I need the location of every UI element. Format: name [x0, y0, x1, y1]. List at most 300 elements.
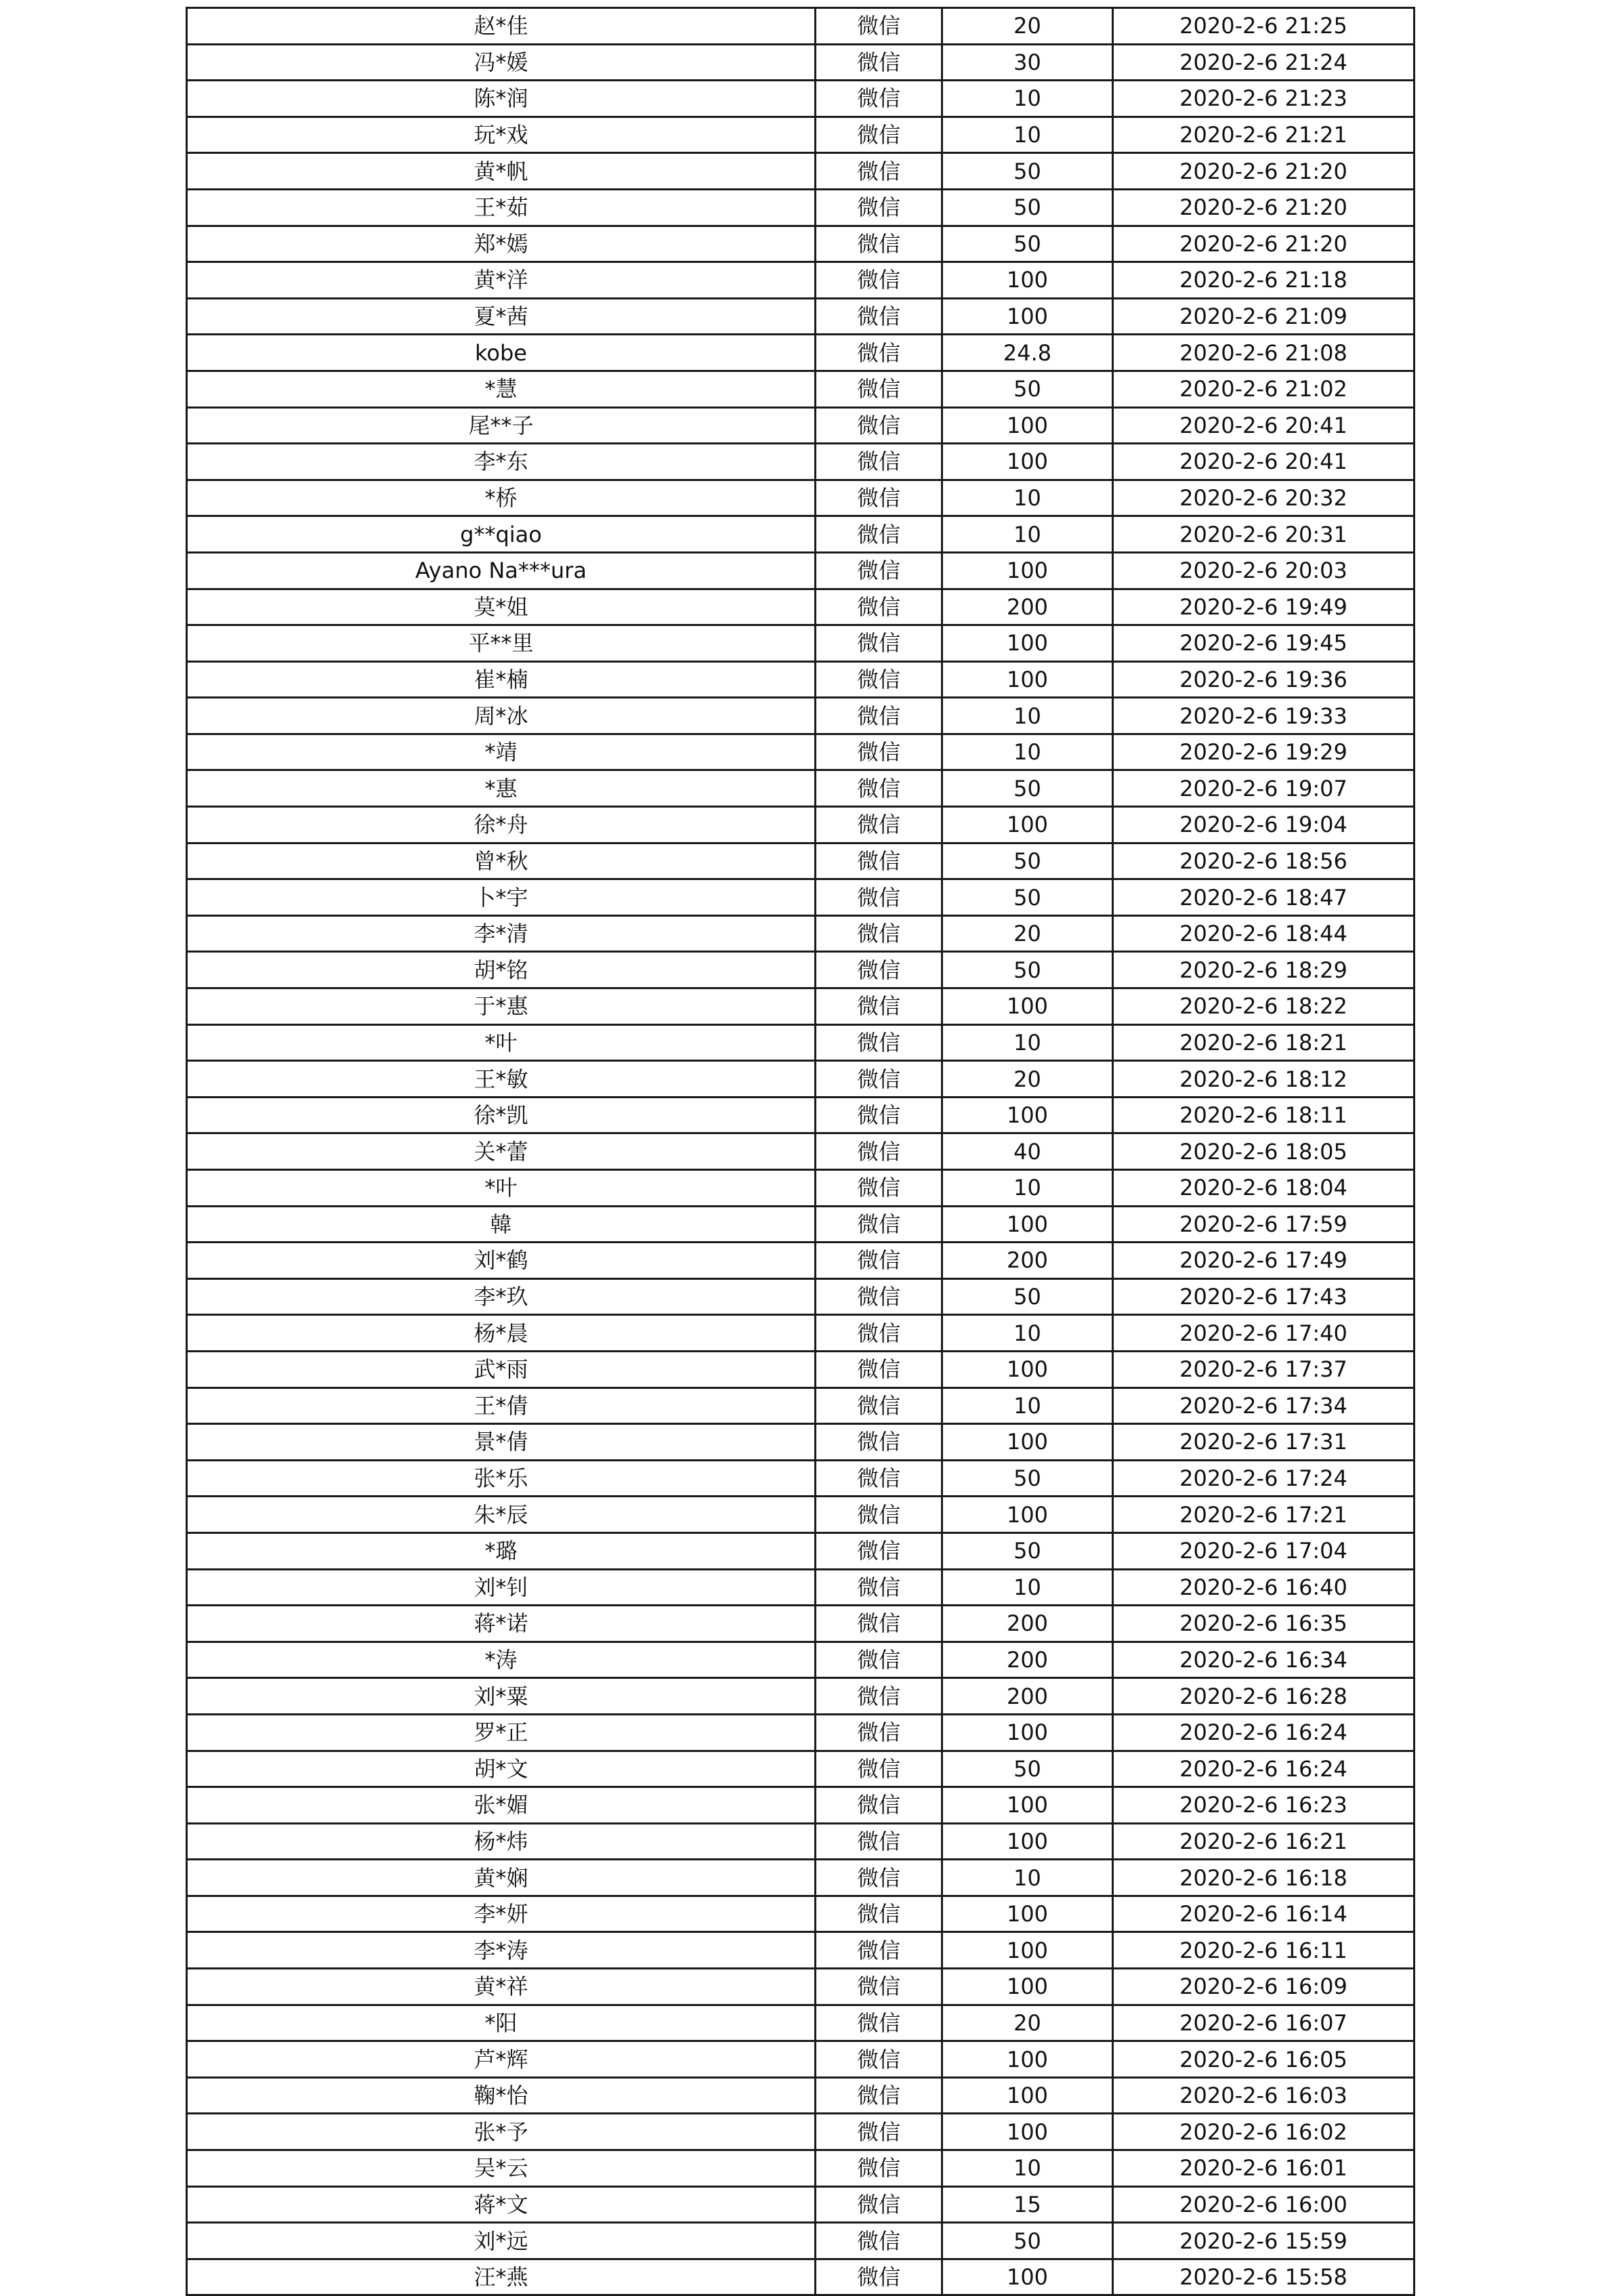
- amount-cell: 20: [942, 8, 1113, 45]
- timestamp-cell: 2020-2-6 18:04: [1113, 1170, 1415, 1207]
- payment-channel-cell: 微信: [816, 153, 942, 190]
- amount-cell: 100: [942, 1497, 1113, 1533]
- amount-cell: 50: [942, 153, 1113, 190]
- table-row: [187, 770, 1415, 807]
- donor-name-cell: 武*雨: [187, 1351, 816, 1387]
- timestamp-cell: 2020-2-6 15:59: [1113, 2223, 1415, 2259]
- amount-cell: 100: [942, 1932, 1113, 1969]
- payment-channel-cell: 微信: [816, 407, 942, 444]
- timestamp-cell: 2020-2-6 18:29: [1113, 952, 1415, 988]
- table-row: [187, 952, 1415, 988]
- timestamp-cell: 2020-2-6 16:24: [1113, 1714, 1415, 1751]
- table-row: [187, 807, 1415, 843]
- donor-name-cell: 蒋*诺: [187, 1606, 816, 1642]
- timestamp-cell: 2020-2-6 19:33: [1113, 698, 1415, 734]
- table-row: [187, 1678, 1415, 1715]
- amount-cell: 50: [942, 371, 1113, 407]
- payment-channel-cell: 微信: [816, 2077, 942, 2114]
- table-row: [187, 1896, 1415, 1932]
- timestamp-cell: 2020-2-6 21:18: [1113, 262, 1415, 299]
- table-row: [187, 915, 1415, 952]
- donor-name-cell: 刘*粟: [187, 1678, 816, 1715]
- table-row: [187, 2041, 1415, 2078]
- table-row: [187, 843, 1415, 879]
- donor-name-cell: 杨*晨: [187, 1315, 816, 1352]
- donor-name-cell: 张*予: [187, 2114, 816, 2150]
- payment-channel-cell: 微信: [816, 2114, 942, 2150]
- timestamp-cell: 2020-2-6 19:36: [1113, 661, 1415, 698]
- table-row: [187, 81, 1415, 117]
- amount-cell: 15: [942, 2186, 1113, 2223]
- donor-name-cell: 卜*宇: [187, 879, 816, 916]
- payment-channel-cell: 微信: [816, 44, 942, 81]
- timestamp-cell: 2020-2-6 21:08: [1113, 335, 1415, 371]
- payment-channel-cell: 微信: [816, 1206, 942, 1243]
- table-row: [187, 2114, 1415, 2150]
- amount-cell: 100: [942, 988, 1113, 1025]
- table-row: [187, 189, 1415, 226]
- table-row: [187, 371, 1415, 407]
- timestamp-cell: 2020-2-6 20:41: [1113, 407, 1415, 444]
- amount-cell: 10: [942, 480, 1113, 516]
- amount-cell: 50: [942, 879, 1113, 916]
- amount-cell: 20: [942, 2005, 1113, 2041]
- payment-channel-cell: 微信: [816, 226, 942, 262]
- amount-cell: 100: [942, 625, 1113, 662]
- table-row: [187, 1387, 1415, 1424]
- donor-name-cell: 胡*铭: [187, 952, 816, 988]
- amount-cell: 50: [942, 843, 1113, 879]
- payment-channel-cell: 微信: [816, 1714, 942, 1751]
- timestamp-cell: 2020-2-6 17:34: [1113, 1387, 1415, 1424]
- payment-channel-cell: 微信: [816, 1351, 942, 1387]
- payment-channel-cell: 微信: [816, 1497, 942, 1533]
- payment-channel-cell: 微信: [816, 1133, 942, 1170]
- table-row: [187, 1823, 1415, 1860]
- timestamp-cell: 2020-2-6 15:58: [1113, 2259, 1415, 2295]
- donor-name-cell: *靖: [187, 734, 816, 770]
- payment-channel-cell: 微信: [816, 371, 942, 407]
- timestamp-cell: 2020-2-6 16:23: [1113, 1787, 1415, 1824]
- table-row: [187, 661, 1415, 698]
- donor-name-cell: 胡*文: [187, 1751, 816, 1787]
- payment-channel-cell: 微信: [816, 2186, 942, 2223]
- amount-cell: 10: [942, 516, 1113, 553]
- table-row: [187, 1424, 1415, 1461]
- timestamp-cell: 2020-2-6 21:02: [1113, 371, 1415, 407]
- amount-cell: 40: [942, 1133, 1113, 1170]
- timestamp-cell: 2020-2-6 18:47: [1113, 879, 1415, 916]
- amount-cell: 30: [942, 44, 1113, 81]
- payment-channel-cell: 微信: [816, 988, 942, 1025]
- donor-name-cell: *阳: [187, 2005, 816, 2041]
- payment-channel-cell: 微信: [816, 262, 942, 299]
- timestamp-cell: 2020-2-6 21:20: [1113, 226, 1415, 262]
- timestamp-cell: 2020-2-6 16:05: [1113, 2041, 1415, 2078]
- donor-name-cell: 李*东: [187, 444, 816, 480]
- table-row: [187, 407, 1415, 444]
- donor-name-cell: 黄*娴: [187, 1860, 816, 1896]
- timestamp-cell: 2020-2-6 17:37: [1113, 1351, 1415, 1387]
- payment-channel-cell: 微信: [816, 189, 942, 226]
- amount-cell: 200: [942, 1678, 1113, 1715]
- table-row: [187, 1206, 1415, 1243]
- donor-name-cell: 赵*佳: [187, 8, 816, 45]
- table-row: [187, 335, 1415, 371]
- timestamp-cell: 2020-2-6 19:45: [1113, 625, 1415, 662]
- table-row: [187, 1097, 1415, 1133]
- amount-cell: 200: [942, 1606, 1113, 1642]
- donor-name-cell: 李*妍: [187, 1896, 816, 1932]
- donor-name-cell: 鞠*怡: [187, 2077, 816, 2114]
- table-row: [187, 8, 1415, 45]
- timestamp-cell: 2020-2-6 17:59: [1113, 1206, 1415, 1243]
- payment-channel-cell: 微信: [816, 298, 942, 335]
- amount-cell: 100: [942, 1424, 1113, 1461]
- donor-name-cell: 平**里: [187, 625, 816, 662]
- payment-channel-cell: 微信: [816, 444, 942, 480]
- payment-channel-cell: 微信: [816, 698, 942, 734]
- table-row: [187, 1460, 1415, 1497]
- amount-cell: 20: [942, 1061, 1113, 1098]
- amount-cell: 50: [942, 2223, 1113, 2259]
- donor-name-cell: 景*倩: [187, 1424, 816, 1461]
- table-row: [187, 988, 1415, 1025]
- payment-channel-cell: 微信: [816, 1460, 942, 1497]
- payment-channel-cell: 微信: [816, 879, 942, 916]
- donor-name-cell: *桥: [187, 480, 816, 516]
- payment-channel-cell: 微信: [816, 1061, 942, 1098]
- timestamp-cell: 2020-2-6 19:49: [1113, 589, 1415, 625]
- donor-name-cell: *璐: [187, 1532, 816, 1569]
- donor-name-cell: 冯*媛: [187, 44, 816, 81]
- table-row: [187, 1061, 1415, 1098]
- donor-name-cell: 黄*帆: [187, 153, 816, 190]
- donor-name-cell: 黄*祥: [187, 1969, 816, 2005]
- timestamp-cell: 2020-2-6 18:44: [1113, 915, 1415, 952]
- payment-channel-cell: 微信: [816, 1823, 942, 1860]
- amount-cell: 100: [942, 2041, 1113, 2078]
- timestamp-cell: 2020-2-6 19:07: [1113, 770, 1415, 807]
- amount-cell: 100: [942, 407, 1113, 444]
- donor-name-cell: 周*冰: [187, 698, 816, 734]
- timestamp-cell: 2020-2-6 17:24: [1113, 1460, 1415, 1497]
- amount-cell: 50: [942, 1532, 1113, 1569]
- amount-cell: 50: [942, 1460, 1113, 1497]
- timestamp-cell: 2020-2-6 16:11: [1113, 1932, 1415, 1969]
- timestamp-cell: 2020-2-6 17:43: [1113, 1278, 1415, 1315]
- payment-channel-cell: 微信: [816, 661, 942, 698]
- table-row: [187, 1243, 1415, 1279]
- table-row: [187, 1278, 1415, 1315]
- amount-cell: 20: [942, 915, 1113, 952]
- table-row: [187, 2223, 1415, 2259]
- donor-name-cell: 蒋*文: [187, 2186, 816, 2223]
- payment-channel-cell: 微信: [816, 2223, 942, 2259]
- donor-name-cell: 朱*辰: [187, 1497, 816, 1533]
- donor-name-cell: 李*玖: [187, 1278, 816, 1315]
- amount-cell: 100: [942, 1206, 1113, 1243]
- amount-cell: 10: [942, 1860, 1113, 1896]
- payment-channel-cell: 微信: [816, 2259, 942, 2295]
- timestamp-cell: 2020-2-6 16:40: [1113, 1569, 1415, 1606]
- amount-cell: 10: [942, 117, 1113, 153]
- amount-cell: 100: [942, 2114, 1113, 2150]
- timestamp-cell: 2020-2-6 16:21: [1113, 1823, 1415, 1860]
- payment-channel-cell: 微信: [816, 1424, 942, 1461]
- table-row: [187, 1714, 1415, 1751]
- donor-name-cell: 曾*秋: [187, 843, 816, 879]
- payment-channel-cell: 微信: [816, 480, 942, 516]
- timestamp-cell: 2020-2-6 16:35: [1113, 1606, 1415, 1642]
- amount-cell: 50: [942, 1278, 1113, 1315]
- table-row: [187, 879, 1415, 916]
- donor-name-cell: 王*敏: [187, 1061, 816, 1098]
- table-row: [187, 2186, 1415, 2223]
- timestamp-cell: 2020-2-6 16:18: [1113, 1860, 1415, 1896]
- timestamp-cell: 2020-2-6 16:14: [1113, 1896, 1415, 1932]
- payment-channel-cell: 微信: [816, 952, 942, 988]
- timestamp-cell: 2020-2-6 16:24: [1113, 1751, 1415, 1787]
- amount-cell: 100: [942, 262, 1113, 299]
- amount-cell: 100: [942, 807, 1113, 843]
- timestamp-cell: 2020-2-6 20:31: [1113, 516, 1415, 553]
- donation-table-body: [187, 8, 1415, 2295]
- timestamp-cell: 2020-2-6 19:04: [1113, 807, 1415, 843]
- amount-cell: 10: [942, 1569, 1113, 1606]
- amount-cell: 100: [942, 1787, 1113, 1824]
- payment-channel-cell: 微信: [816, 1569, 942, 1606]
- donor-name-cell: 莫*姐: [187, 589, 816, 625]
- table-row: [187, 1170, 1415, 1207]
- timestamp-cell: 2020-2-6 16:00: [1113, 2186, 1415, 2223]
- amount-cell: 100: [942, 1896, 1113, 1932]
- timestamp-cell: 2020-2-6 21:25: [1113, 8, 1415, 45]
- table-row: [187, 1642, 1415, 1678]
- donor-name-cell: 罗*正: [187, 1714, 816, 1751]
- table-row: [187, 44, 1415, 81]
- donor-name-cell: 芦*辉: [187, 2041, 816, 2078]
- timestamp-cell: 2020-2-6 16:02: [1113, 2114, 1415, 2150]
- table-row: [187, 516, 1415, 553]
- payment-channel-cell: 微信: [816, 1243, 942, 1279]
- payment-channel-cell: 微信: [816, 625, 942, 662]
- donor-name-cell: 王*倩: [187, 1387, 816, 1424]
- amount-cell: 100: [942, 298, 1113, 335]
- donor-name-cell: 刘*钊: [187, 1569, 816, 1606]
- timestamp-cell: 2020-2-6 17:21: [1113, 1497, 1415, 1533]
- payment-channel-cell: 微信: [816, 1606, 942, 1642]
- amount-cell: 100: [942, 2077, 1113, 2114]
- table-row: [187, 1969, 1415, 2005]
- payment-channel-cell: 微信: [816, 1860, 942, 1896]
- donor-name-cell: 关*蕾: [187, 1133, 816, 1170]
- donor-name-cell: 王*茹: [187, 189, 816, 226]
- donor-name-cell: 徐*舟: [187, 807, 816, 843]
- payment-channel-cell: 微信: [816, 1097, 942, 1133]
- donor-name-cell: g**qiao: [187, 516, 816, 553]
- donor-name-cell: 刘*远: [187, 2223, 816, 2259]
- table-row: [187, 734, 1415, 770]
- table-row: [187, 298, 1415, 335]
- timestamp-cell: 2020-2-6 16:09: [1113, 1969, 1415, 2005]
- payment-channel-cell: 微信: [816, 1642, 942, 1678]
- amount-cell: 10: [942, 698, 1113, 734]
- donor-name-cell: *惠: [187, 770, 816, 807]
- timestamp-cell: 2020-2-6 17:31: [1113, 1424, 1415, 1461]
- table-row: [187, 226, 1415, 262]
- timestamp-cell: 2020-2-6 21:20: [1113, 153, 1415, 190]
- payment-channel-cell: 微信: [816, 1278, 942, 1315]
- donor-name-cell: 张*媚: [187, 1787, 816, 1824]
- timestamp-cell: 2020-2-6 19:29: [1113, 734, 1415, 770]
- donor-name-cell: 黄*洋: [187, 262, 816, 299]
- payment-channel-cell: 微信: [816, 2005, 942, 2041]
- payment-channel-cell: 微信: [816, 1932, 942, 1969]
- timestamp-cell: 2020-2-6 21:09: [1113, 298, 1415, 335]
- payment-channel-cell: 微信: [816, 915, 942, 952]
- table-row: [187, 480, 1415, 516]
- timestamp-cell: 2020-2-6 18:56: [1113, 843, 1415, 879]
- payment-channel-cell: 微信: [816, 335, 942, 371]
- payment-channel-cell: 微信: [816, 8, 942, 45]
- donor-name-cell: 崔*楠: [187, 661, 816, 698]
- timestamp-cell: 2020-2-6 18:12: [1113, 1061, 1415, 1098]
- table-row: [187, 1860, 1415, 1896]
- table-row: [187, 1497, 1415, 1533]
- table-row: [187, 2005, 1415, 2041]
- donor-name-cell: 杨*炜: [187, 1823, 816, 1860]
- payment-channel-cell: 微信: [816, 770, 942, 807]
- amount-cell: 10: [942, 1170, 1113, 1207]
- payment-channel-cell: 微信: [816, 552, 942, 589]
- timestamp-cell: 2020-2-6 16:28: [1113, 1678, 1415, 1715]
- timestamp-cell: 2020-2-6 20:03: [1113, 552, 1415, 589]
- donor-name-cell: Ayano Na***ura: [187, 552, 816, 589]
- donor-name-cell: 陈*润: [187, 81, 816, 117]
- timestamp-cell: 2020-2-6 21:24: [1113, 44, 1415, 81]
- donor-name-cell: *涛: [187, 1642, 816, 1678]
- donor-name-cell: 夏*茜: [187, 298, 816, 335]
- donor-name-cell: 尾**子: [187, 407, 816, 444]
- payment-channel-cell: 微信: [816, 1969, 942, 2005]
- timestamp-cell: 2020-2-6 21:20: [1113, 189, 1415, 226]
- amount-cell: 10: [942, 1315, 1113, 1352]
- donation-table: [186, 7, 1415, 2296]
- payment-channel-cell: 微信: [816, 589, 942, 625]
- donor-name-cell: 李*涛: [187, 1932, 816, 1969]
- payment-channel-cell: 微信: [816, 1678, 942, 1715]
- payment-channel-cell: 微信: [816, 1387, 942, 1424]
- table-row: [187, 1315, 1415, 1352]
- table-row: [187, 1133, 1415, 1170]
- table-row: [187, 2150, 1415, 2187]
- payment-channel-cell: 微信: [816, 843, 942, 879]
- table-row: [187, 153, 1415, 190]
- donor-name-cell: *叶: [187, 1024, 816, 1061]
- timestamp-cell: 2020-2-6 18:22: [1113, 988, 1415, 1025]
- table-row: [187, 589, 1415, 625]
- amount-cell: 100: [942, 1969, 1113, 2005]
- donor-name-cell: *慧: [187, 371, 816, 407]
- amount-cell: 50: [942, 1751, 1113, 1787]
- payment-channel-cell: 微信: [816, 1896, 942, 1932]
- amount-cell: 50: [942, 226, 1113, 262]
- amount-cell: 10: [942, 734, 1113, 770]
- amount-cell: 100: [942, 661, 1113, 698]
- donor-name-cell: 徐*凯: [187, 1097, 816, 1133]
- payment-channel-cell: 微信: [816, 1170, 942, 1207]
- payment-channel-cell: 微信: [816, 81, 942, 117]
- payment-channel-cell: 微信: [816, 516, 942, 553]
- amount-cell: 50: [942, 770, 1113, 807]
- donor-name-cell: 于*惠: [187, 988, 816, 1025]
- donor-name-cell: 刘*鹤: [187, 1243, 816, 1279]
- amount-cell: 100: [942, 1097, 1113, 1133]
- payment-channel-cell: 微信: [816, 1787, 942, 1824]
- table-row: [187, 698, 1415, 734]
- donor-name-cell: 玩*戏: [187, 117, 816, 153]
- timestamp-cell: 2020-2-6 16:07: [1113, 2005, 1415, 2041]
- timestamp-cell: 2020-2-6 16:34: [1113, 1642, 1415, 1678]
- donor-name-cell: 吴*云: [187, 2150, 816, 2187]
- payment-channel-cell: 微信: [816, 807, 942, 843]
- payment-channel-cell: 微信: [816, 2041, 942, 2078]
- timestamp-cell: 2020-2-6 18:11: [1113, 1097, 1415, 1133]
- amount-cell: 10: [942, 81, 1113, 117]
- timestamp-cell: 2020-2-6 21:23: [1113, 81, 1415, 117]
- amount-cell: 100: [942, 2259, 1113, 2295]
- amount-cell: 10: [942, 2150, 1113, 2187]
- amount-cell: 200: [942, 1243, 1113, 1279]
- table-row: [187, 1024, 1415, 1061]
- table-row: [187, 2077, 1415, 2114]
- timestamp-cell: 2020-2-6 20:32: [1113, 480, 1415, 516]
- payment-channel-cell: 微信: [816, 734, 942, 770]
- donor-name-cell: 汪*燕: [187, 2259, 816, 2295]
- payment-channel-cell: 微信: [816, 1532, 942, 1569]
- table-row: [187, 1932, 1415, 1969]
- table-row: [187, 262, 1415, 299]
- payment-channel-cell: 微信: [816, 2150, 942, 2187]
- amount-cell: 100: [942, 1351, 1113, 1387]
- amount-cell: 10: [942, 1387, 1113, 1424]
- amount-cell: 100: [942, 1714, 1113, 1751]
- timestamp-cell: 2020-2-6 17:49: [1113, 1243, 1415, 1279]
- amount-cell: 50: [942, 952, 1113, 988]
- timestamp-cell: 2020-2-6 21:21: [1113, 117, 1415, 153]
- donor-name-cell: kobe: [187, 335, 816, 371]
- timestamp-cell: 2020-2-6 20:41: [1113, 444, 1415, 480]
- table-row: [187, 1351, 1415, 1387]
- donor-name-cell: *叶: [187, 1170, 816, 1207]
- amount-cell: 24.8: [942, 335, 1113, 371]
- table-row: [187, 1532, 1415, 1569]
- amount-cell: 100: [942, 552, 1113, 589]
- payment-channel-cell: 微信: [816, 1751, 942, 1787]
- timestamp-cell: 2020-2-6 17:04: [1113, 1532, 1415, 1569]
- table-row: [187, 117, 1415, 153]
- table-row: [187, 625, 1415, 662]
- amount-cell: 100: [942, 1823, 1113, 1860]
- table-row: [187, 1787, 1415, 1824]
- table-row: [187, 1606, 1415, 1642]
- timestamp-cell: 2020-2-6 16:03: [1113, 2077, 1415, 2114]
- table-row: [187, 444, 1415, 480]
- table-row: [187, 1569, 1415, 1606]
- donor-name-cell: 李*清: [187, 915, 816, 952]
- payment-channel-cell: 微信: [816, 1315, 942, 1352]
